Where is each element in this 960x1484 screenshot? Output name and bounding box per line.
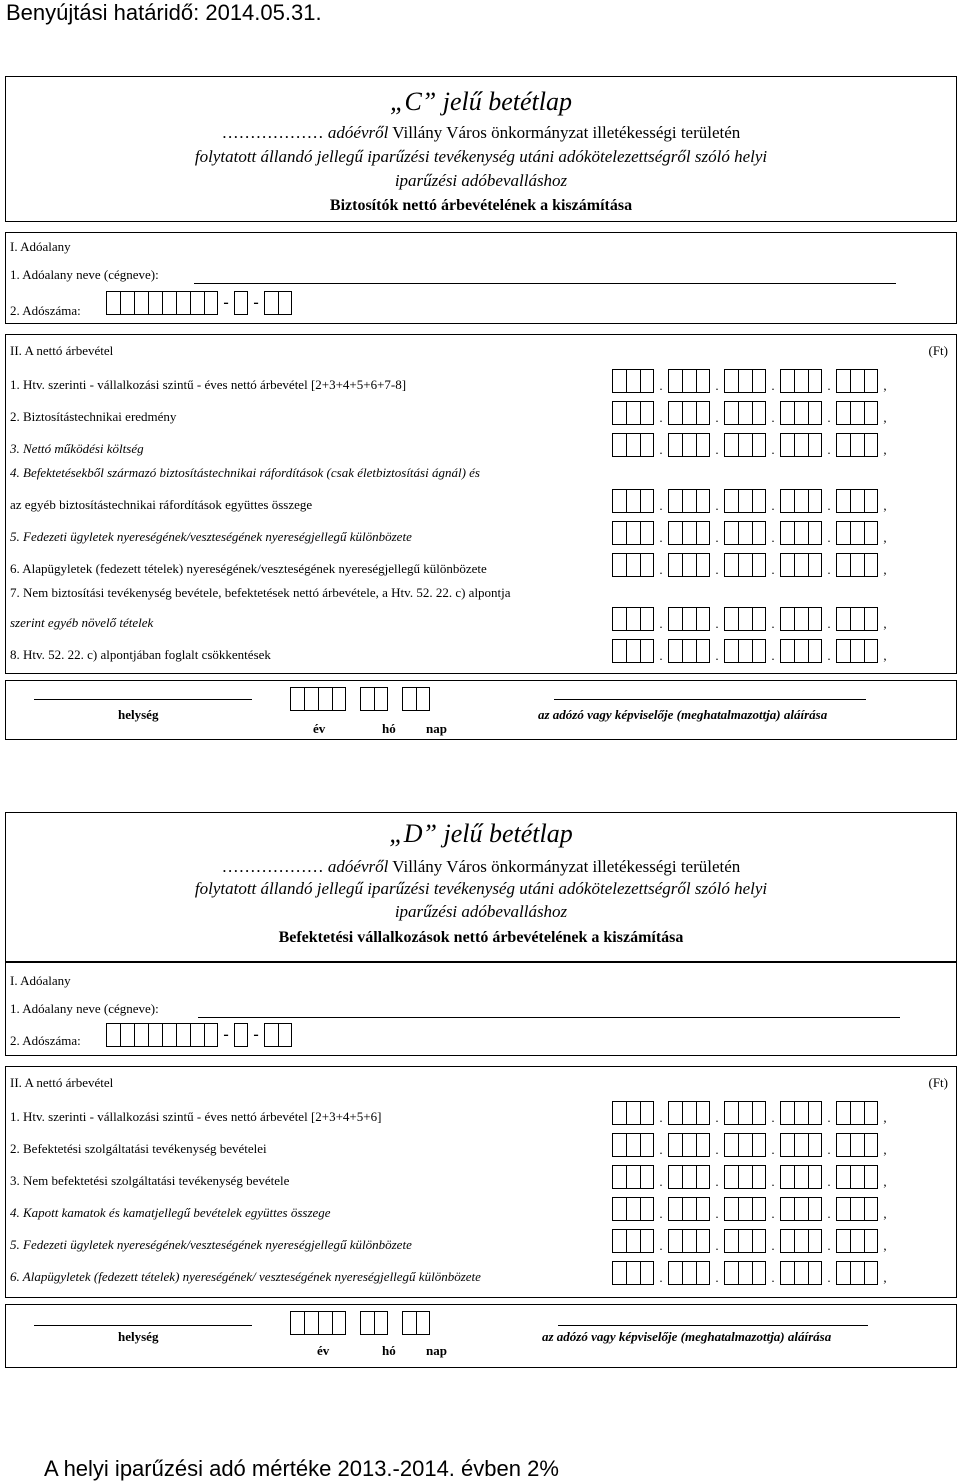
sheet-d-section1: I. Adóalany	[10, 973, 71, 988]
sheet-d-line3: iparűzési adóbevalláshoz	[394, 902, 568, 921]
sheet-c-row5-amount-field[interactable]: . . . . ,	[612, 521, 892, 545]
sheet-c-tax-label: 2. Adószáma:	[10, 303, 81, 318]
sheet-c-subtitle: Biztosítók nettó árbevételének a kiszámítása	[329, 197, 633, 214]
sheet-d-taxpayer-box	[5, 962, 957, 1056]
sheet-c-year-label: év	[313, 721, 326, 736]
sheet-d-signature-box	[5, 1304, 957, 1368]
sheet-c-row1-amount-field[interactable]: . . . . ,	[612, 369, 892, 393]
sheet-d-place-field[interactable]	[34, 1325, 252, 1326]
sheet-c-line1-a: adóévről	[323, 123, 389, 142]
sheet-d-name-label: 1. Adóalany neve (cégneve):	[10, 1001, 159, 1016]
sheet-c-name-field[interactable]	[194, 283, 896, 284]
sheet-d-line1	[6, 857, 956, 877]
sheet-d-month-label: hó	[382, 1343, 396, 1358]
sheet-c-date-field[interactable]	[290, 687, 430, 711]
sheet-c-section1: I. Adóalany	[10, 239, 71, 254]
sheet-d-row5-label: 5. Fedezeti ügyletek nyereségének/veszteségének nyereségjellegű különbözete	[10, 1237, 412, 1252]
tax-year-blank[interactable]: ………………	[221, 123, 324, 142]
sheet-c-row3-label: 3. Nettó működési költség	[10, 441, 144, 456]
sheet-c-row7-label-cont: szerint egyéb növelő tételek	[10, 615, 154, 630]
sheet-c-row4-amount-field[interactable]: . . . . ,	[612, 489, 892, 513]
sheet-c-month-label: hó	[382, 721, 396, 736]
footer-note: A helyi iparűzési adó mértéke 2013.-2014. évben 2%	[44, 1456, 559, 1481]
submission-deadline: Benyújtási határidő: 2014.05.31.	[6, 0, 322, 25]
sheet-d-row2-amount-field[interactable]: . . . . ,	[612, 1133, 892, 1157]
sheet-c-row4-label: 4. Befektetésekből származó biztosítástechnikai ráfordítások (csak életbiztosítási ágnál) és	[10, 465, 480, 480]
sheet-c-row2-amount-field[interactable]: . . . . ,	[612, 401, 892, 425]
sheet-c-row5-label: 5. Fedezeti ügyletek nyereségének/veszteségének nyereségjellegű különbözete	[10, 529, 412, 544]
sheet-d-title-box	[5, 812, 957, 962]
sheet-c-row6-amount-field[interactable]: . . . . ,	[612, 553, 892, 577]
sheet-d-row1-amount-field[interactable]: . . . . ,	[612, 1101, 892, 1125]
sheet-d-row3-label: 3. Nem befektetési szolgáltatási tevékenység bevétele	[10, 1173, 290, 1188]
sheet-c-row7-label: 7. Nem biztosítási tevékenység bevétele, befektetések nettó árbevétele, a Htv. 52. 22. c) alpontja	[10, 585, 511, 600]
sheet-d-tax-number-field[interactable]: - -	[106, 1023, 292, 1047]
sheet-d-row5-amount-field[interactable]: . . . . ,	[612, 1229, 892, 1253]
sheet-c-row1-label: 1. Htv. szerinti - vállalkozási szintű - éves nettó árbevétel [2+3+4+5+6+7-8]	[10, 377, 407, 392]
sheet-d-day-label: nap	[426, 1343, 447, 1358]
sheet-d-row2-label: 2. Befektetési szolgáltatási tevékenység bevételei	[10, 1141, 267, 1156]
sheet-d-row4-label: 4. Kapott kamatok és kamatjellegű bevételek együttes összege	[10, 1205, 331, 1220]
sheet-c-title: „C” jelű betétlap	[390, 87, 572, 116]
sheet-d-line1-a: adóévről	[323, 857, 389, 876]
sheet-d-subtitle: Befektetési vállalkozások nettó árbevételének a kiszámítása	[278, 929, 684, 946]
sheet-d-year-label: év	[317, 1343, 330, 1358]
sheet-d-date-field[interactable]	[290, 1311, 430, 1335]
sheet-d-unit: (Ft)	[928, 1075, 948, 1090]
sheet-c-title-box	[5, 76, 957, 222]
sheet-c-line1	[6, 123, 956, 143]
sheet-c-row7-amount-field[interactable]: . . . . ,	[612, 607, 892, 631]
sheet-d-revenue-box	[5, 1066, 957, 1298]
sheet-d-section2: II. A nettó árbevétel	[10, 1075, 114, 1090]
tax-year-blank[interactable]: ………………	[221, 857, 324, 876]
sheet-c-line3: iparűzési adóbevalláshoz	[394, 171, 568, 190]
sheet-c-place-label: helység	[118, 707, 159, 722]
sheet-d-line2: folytatott állandó jellegű iparűzési tevékenység utáni adókötelezettségről szóló helyi	[194, 879, 768, 898]
sheet-c-signature-field[interactable]	[554, 699, 866, 700]
sheet-d-line1-b: Villány Város önkormányzat illetékességi területén	[388, 857, 741, 876]
sheet-c-section2: II. A nettó árbevétel	[10, 343, 114, 358]
sheet-c-signature-label: az adózó vagy képviselője (meghatalmazottja) aláírása	[538, 707, 828, 722]
sheet-c-revenue-box	[5, 334, 957, 674]
sheet-d-tax-label: 2. Adószáma:	[10, 1033, 81, 1048]
sheet-c-unit: (Ft)	[928, 343, 948, 358]
sheet-c-tax-number-field[interactable]: - -	[106, 291, 292, 315]
sheet-c-row8-amount-field[interactable]: . . . . ,	[612, 639, 892, 663]
sheet-d-row6-label: 6. Alapügyletek (fedezett tételek) nyereségének/ veszteségének nyereségjellegű különbözete	[10, 1269, 481, 1284]
sheet-c-row8-label: 8. Htv. 52. 22. c) alpontjában foglalt csökkentések	[10, 647, 271, 662]
sheet-d-name-field[interactable]	[198, 1017, 900, 1018]
sheet-d-row4-amount-field[interactable]: . . . . ,	[612, 1197, 892, 1221]
sheet-d-title: „D” jelű betétlap	[389, 819, 573, 848]
sheet-c-line1-b: Villány Város önkormányzat illetékességi területén	[388, 123, 741, 142]
sheet-d-place-label: helység	[118, 1329, 159, 1344]
sheet-d-signature-label: az adózó vagy képviselője (meghatalmazottja) aláírása	[542, 1329, 832, 1344]
sheet-d-signature-field[interactable]	[558, 1325, 868, 1326]
sheet-c-row6-label: 6. Alapügyletek (fedezett tételek) nyereségének/veszteségének nyereségjellegű különbözete	[10, 561, 487, 576]
sheet-c-place-field[interactable]	[34, 699, 252, 700]
sheet-c-row4-label-cont: az egyéb biztosítástechnikai ráfordítások együttes összege	[10, 497, 313, 512]
sheet-c-row2-label: 2. Biztosítástechnikai eredmény	[10, 409, 177, 424]
sheet-c-name-label: 1. Adóalany neve (cégneve):	[10, 267, 159, 282]
sheet-c-row3-amount-field[interactable]: . . . . ,	[612, 433, 892, 457]
sheet-c-signature-box	[5, 680, 957, 740]
sheet-c-line2: folytatott állandó jellegű iparűzési tevékenység utáni adókötelezettségről szóló helyi	[194, 147, 768, 166]
sheet-d-row6-amount-field[interactable]: . . . . ,	[612, 1261, 892, 1285]
sheet-d-row3-amount-field[interactable]: . . . . ,	[612, 1165, 892, 1189]
sheet-c-day-label: nap	[426, 721, 447, 736]
sheet-d-row1-label: 1. Htv. szerinti - vállalkozási szintű - éves nettó árbevétel [2+3+4+5+6]	[10, 1109, 382, 1124]
sheet-c-taxpayer-box	[5, 232, 957, 324]
